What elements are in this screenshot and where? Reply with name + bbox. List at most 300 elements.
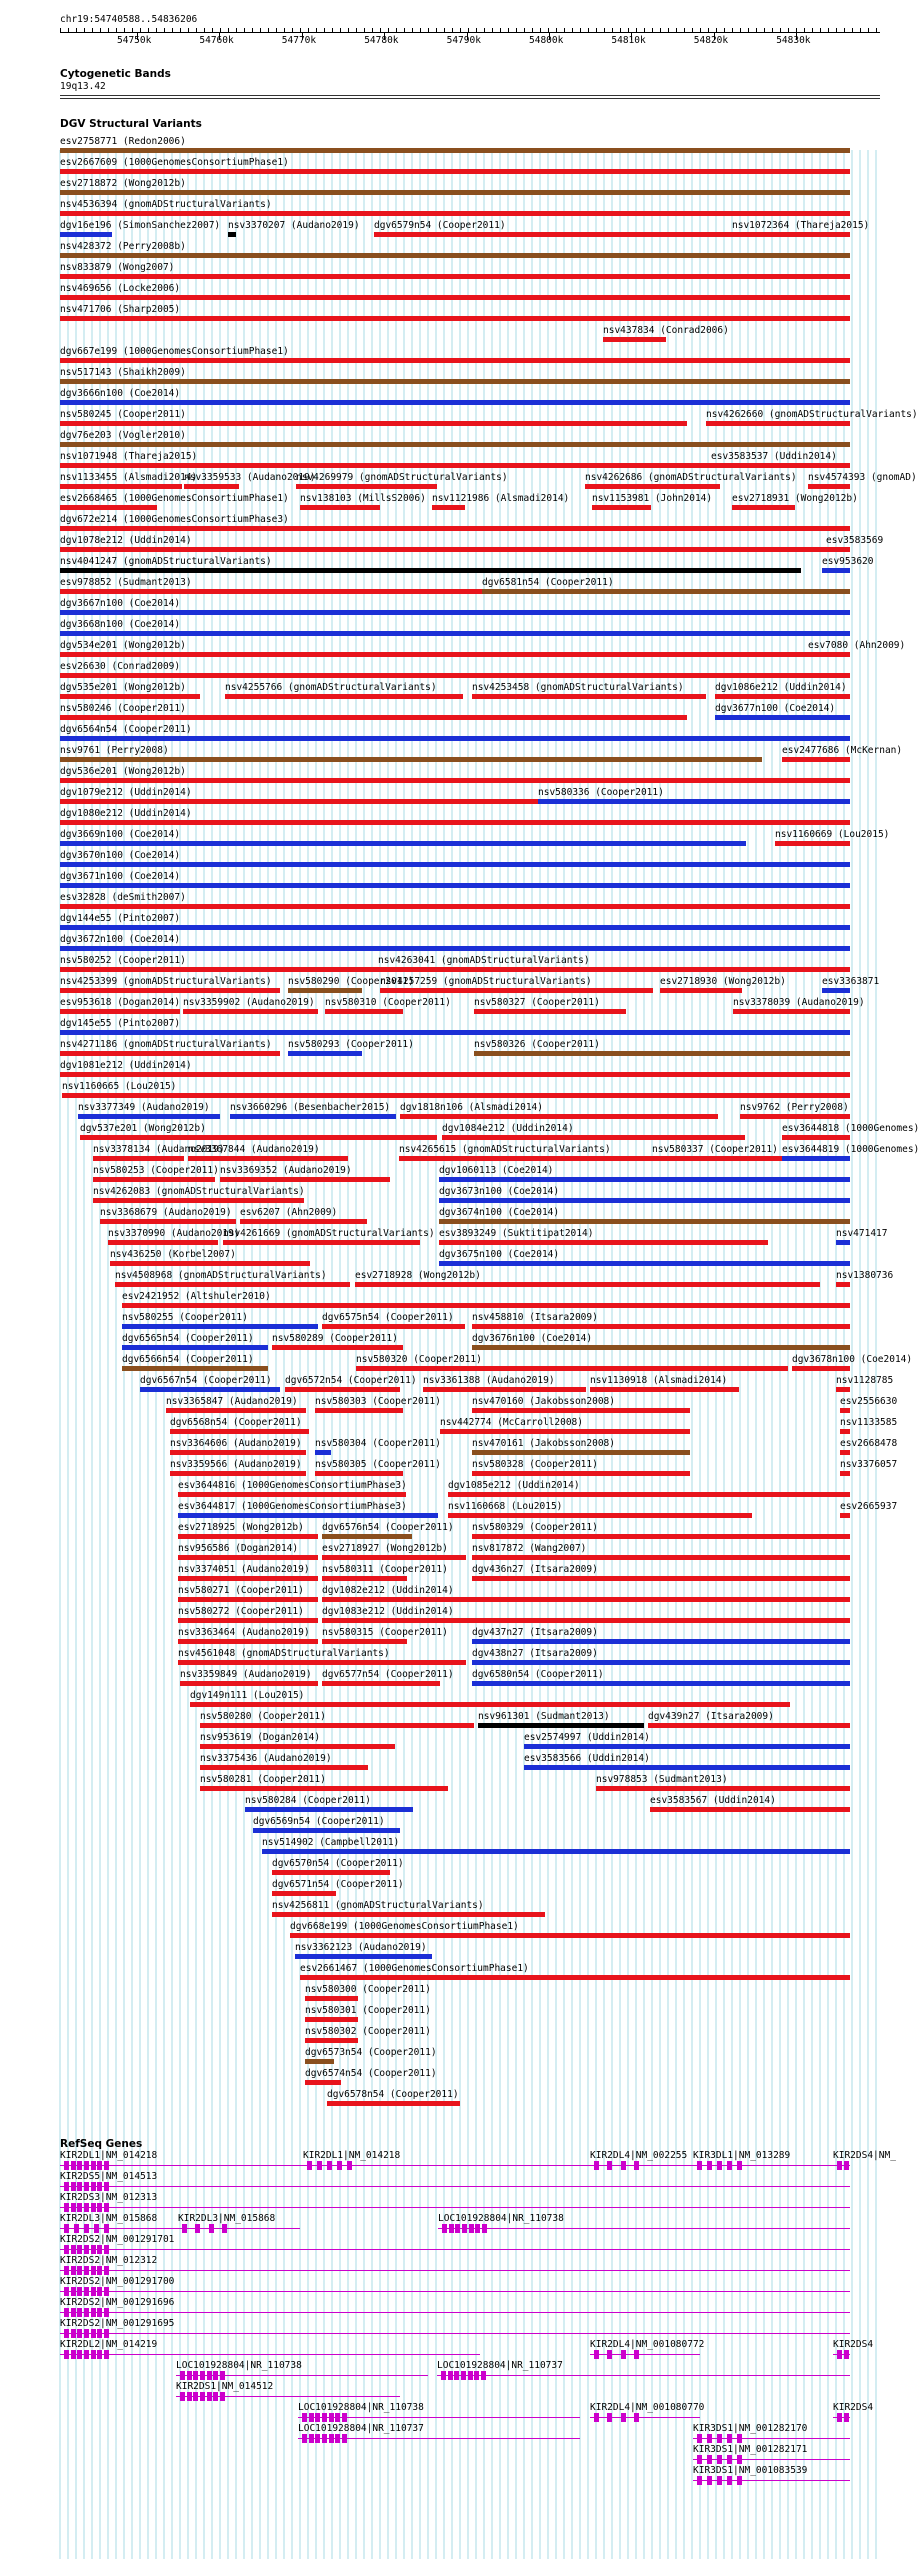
- variant-bar[interactable]: [590, 1387, 739, 1392]
- variant-bar[interactable]: [60, 379, 850, 384]
- variant-bar[interactable]: [60, 148, 850, 153]
- variant-bar[interactable]: [178, 1618, 318, 1623]
- variant-bar[interactable]: [60, 253, 850, 258]
- variant-bar[interactable]: [322, 1681, 440, 1686]
- variant-bar[interactable]: [262, 1849, 850, 1854]
- variant-bar[interactable]: [840, 1471, 850, 1476]
- variant-bar[interactable]: [60, 652, 850, 657]
- variant-bar[interactable]: [305, 2059, 334, 2064]
- gene-exon: [84, 2287, 89, 2296]
- variant-bar[interactable]: [60, 316, 850, 321]
- variant-bar[interactable]: [315, 1471, 403, 1476]
- variant-label: dgv6580n54 (Cooper2011): [472, 1669, 604, 1680]
- variant-label: nsv3362123 (Audano2019): [295, 1942, 427, 1953]
- variant-bar[interactable]: [325, 1009, 403, 1014]
- gene-label: LOC101928804|NR_110737: [298, 2423, 424, 2434]
- variant-bar[interactable]: [93, 1156, 184, 1161]
- variant-bar[interactable]: [178, 1513, 438, 1518]
- ruler-minor-tick: [852, 28, 853, 32]
- variant-bar[interactable]: [448, 1513, 752, 1518]
- ruler-minor-tick: [92, 28, 93, 32]
- variant-bar[interactable]: [472, 1639, 850, 1644]
- variant-bar[interactable]: [60, 295, 850, 300]
- variant-bar[interactable]: [592, 505, 651, 510]
- variant-label: dgv667e199 (1000GenomesConsortiumPhase1): [60, 346, 289, 357]
- variant-bar[interactable]: [472, 1471, 690, 1476]
- variant-bar[interactable]: [538, 799, 850, 804]
- variant-bar[interactable]: [648, 1723, 850, 1728]
- variant-bar[interactable]: [295, 1954, 432, 1959]
- variant-bar[interactable]: [178, 1639, 318, 1644]
- variant-bar[interactable]: [706, 421, 850, 426]
- variant-bar[interactable]: [60, 1072, 850, 1077]
- variant-bar[interactable]: [178, 1555, 318, 1560]
- ruler-minor-tick: [676, 28, 677, 32]
- gene-exon: [209, 2224, 214, 2233]
- variant-bar[interactable]: [472, 1450, 690, 1455]
- variant-bar[interactable]: [524, 1765, 850, 1770]
- variant-bar[interactable]: [322, 1639, 407, 1644]
- variant-bar[interactable]: [60, 232, 112, 237]
- variant-bar[interactable]: [472, 1660, 850, 1665]
- variant-bar[interactable]: [439, 1240, 768, 1245]
- ruler-minor-tick: [876, 28, 877, 32]
- variant-label: nsv3364606 (Audano2019): [170, 1438, 302, 1449]
- variant-bar[interactable]: [230, 1114, 396, 1119]
- variant-bar[interactable]: [732, 232, 850, 237]
- variant-bar[interactable]: [60, 169, 850, 174]
- variant-bar[interactable]: [378, 967, 850, 972]
- gene-exon: [71, 2203, 76, 2212]
- variant-label: nsv580245 (Cooper2011): [60, 409, 186, 420]
- variant-label: nsv1160669 (Lou2015): [775, 829, 890, 840]
- variant-bar[interactable]: [439, 1177, 850, 1182]
- gene-exon: [71, 2287, 76, 2296]
- variant-bar[interactable]: [660, 988, 742, 993]
- ruler-minor-tick: [284, 28, 285, 32]
- variant-bar[interactable]: [808, 652, 850, 657]
- variant-bar[interactable]: [180, 1681, 318, 1686]
- variant-bar[interactable]: [60, 1051, 280, 1056]
- variant-label: nsv4561048 (gnomADStructuralVariants): [178, 1648, 390, 1659]
- ruler-minor-tick: [588, 28, 589, 32]
- variant-bar[interactable]: [178, 1534, 318, 1539]
- variant-bar[interactable]: [322, 1534, 412, 1539]
- variant-bar[interactable]: [200, 1765, 368, 1770]
- variant-bar[interactable]: [178, 1576, 318, 1581]
- variant-bar[interactable]: [439, 1261, 850, 1266]
- gene-exon: [309, 2434, 314, 2443]
- variant-bar[interactable]: [322, 1576, 407, 1581]
- variant-label: nsv3363464 (Audano2019): [178, 1627, 310, 1638]
- variant-bar[interactable]: [322, 1324, 465, 1329]
- variant-bar[interactable]: [822, 988, 850, 993]
- gene-exon: [64, 2350, 69, 2359]
- variant-bar[interactable]: [840, 1513, 850, 1518]
- variant-bar[interactable]: [62, 1093, 850, 1098]
- ruler-minor-tick: [580, 28, 581, 32]
- variant-label: nsv4262083 (gnomADStructuralVariants): [93, 1186, 305, 1197]
- gene-exon: [200, 2371, 205, 2380]
- variant-bar[interactable]: [60, 736, 850, 741]
- variant-bar[interactable]: [740, 1114, 850, 1119]
- variant-bar[interactable]: [296, 484, 437, 489]
- variant-bar[interactable]: [355, 1282, 820, 1287]
- variant-bar[interactable]: [285, 1387, 400, 1392]
- variant-bar[interactable]: [380, 988, 653, 993]
- variant-bar[interactable]: [60, 694, 200, 699]
- variant-bar[interactable]: [840, 1429, 850, 1434]
- variant-bar[interactable]: [439, 1219, 850, 1224]
- gene-exon: [104, 2203, 109, 2212]
- variant-label: nsv1121986 (Alsmadi2014): [432, 493, 570, 504]
- gene-exon: [97, 2266, 102, 2275]
- gene-exon: [104, 2224, 109, 2233]
- variant-bar[interactable]: [122, 1324, 318, 1329]
- ruler-minor-tick: [756, 28, 757, 32]
- variant-bar[interactable]: [472, 1555, 850, 1560]
- variant-bar[interactable]: [60, 421, 687, 426]
- variant-label: esv3893249 (Suktitipat2014): [439, 1228, 594, 1239]
- ruler-minor-tick: [788, 28, 789, 32]
- variant-bar[interactable]: [327, 2101, 460, 2106]
- variant-bar[interactable]: [288, 1051, 362, 1056]
- ruler-line: [60, 32, 880, 33]
- variant-label: dgv672e214 (1000GenomesConsortiumPhase3): [60, 514, 289, 525]
- variant-bar[interactable]: [245, 1807, 413, 1812]
- gene-exon: [335, 2434, 340, 2443]
- variant-bar[interactable]: [60, 904, 850, 909]
- variant-bar[interactable]: [300, 505, 380, 510]
- variant-bar[interactable]: [439, 1198, 850, 1203]
- variant-label: dgv3670n100 (Coe2014): [60, 850, 181, 861]
- variant-label: dgv3675n100 (Coe2014): [439, 1249, 560, 1260]
- variant-bar[interactable]: [200, 1786, 448, 1791]
- variant-bar[interactable]: [440, 1429, 690, 1434]
- variant-bar[interactable]: [305, 2080, 341, 2085]
- variant-label: nsv1072364 (Thareja2015): [732, 220, 870, 231]
- gene-intron-line: [438, 2228, 850, 2229]
- variant-bar[interactable]: [122, 1303, 850, 1308]
- variant-bar[interactable]: [170, 1471, 306, 1476]
- gene-exon: [717, 2161, 722, 2170]
- variant-bar[interactable]: [836, 1282, 850, 1287]
- variant-bar[interactable]: [60, 505, 157, 510]
- ruler-minor-tick: [628, 28, 629, 32]
- variant-bar[interactable]: [305, 2038, 358, 2043]
- ruler-tick-label: 54760k: [199, 35, 234, 46]
- gene-exon: [182, 2224, 187, 2233]
- variant-bar[interactable]: [322, 1597, 850, 1602]
- variant-bar[interactable]: [122, 1366, 268, 1371]
- variant-bar[interactable]: [472, 1576, 850, 1581]
- variant-bar[interactable]: [315, 1408, 403, 1413]
- variant-bar[interactable]: [272, 1891, 336, 1896]
- variant-bar[interactable]: [474, 1051, 850, 1056]
- gene-label: KIR2DS2|NM_001291700: [60, 2276, 175, 2287]
- variant-bar[interactable]: [178, 1492, 406, 1497]
- variant-label: nsv580310 (Cooper2011): [325, 997, 451, 1008]
- ruler-minor-tick: [804, 28, 805, 32]
- variant-bar[interactable]: [374, 232, 738, 237]
- gene-exon: [727, 2434, 732, 2443]
- ruler-minor-tick: [716, 28, 717, 32]
- gene-exon: [84, 2203, 89, 2212]
- variant-bar[interactable]: [432, 505, 465, 510]
- variant-bar[interactable]: [225, 694, 463, 699]
- variant-bar[interactable]: [472, 1345, 850, 1350]
- variant-bar[interactable]: [60, 358, 850, 363]
- gene-exon: [64, 2161, 69, 2170]
- variant-bar[interactable]: [400, 1114, 718, 1119]
- variant-bar[interactable]: [288, 988, 362, 993]
- gene-exon: [737, 2161, 742, 2170]
- variant-bar[interactable]: [272, 1912, 545, 1917]
- variant-bar[interactable]: [836, 1240, 850, 1245]
- variant-bar[interactable]: [60, 988, 280, 993]
- variant-bar[interactable]: [60, 274, 850, 279]
- variant-bar[interactable]: [60, 757, 762, 762]
- variant-bar[interactable]: [272, 1345, 403, 1350]
- variant-label: nsv580328 (Cooper2011): [472, 1459, 598, 1470]
- variant-bar[interactable]: [60, 190, 850, 195]
- variant-label: nsv4041247 (gnomADStructuralVariants): [60, 556, 272, 567]
- variant-bar[interactable]: [170, 1429, 309, 1434]
- variant-bar[interactable]: [715, 694, 850, 699]
- variant-bar[interactable]: [115, 1282, 350, 1287]
- variant-bar[interactable]: [826, 547, 850, 552]
- variant-bar[interactable]: [122, 1345, 268, 1350]
- ruler-minor-tick: [84, 28, 85, 32]
- variant-bar[interactable]: [272, 1870, 390, 1875]
- variant-label: dgv1084e212 (Uddin2014): [442, 1123, 574, 1134]
- ruler-minor-tick: [188, 28, 189, 32]
- ruler-minor-tick: [604, 28, 605, 32]
- variant-bar[interactable]: [184, 484, 239, 489]
- variant-label: dgv6572n54 (Cooper2011): [285, 1375, 417, 1386]
- variant-bar[interactable]: [840, 1450, 850, 1455]
- variant-label: dgv1818n106 (Alsmadi2014): [400, 1102, 543, 1113]
- variant-label: dgv3667n100 (Coe2014): [60, 598, 181, 609]
- variant-label: dgv3666n100 (Coe2014): [60, 388, 181, 399]
- gene-exon: [77, 2245, 82, 2254]
- variant-bar[interactable]: [60, 610, 850, 615]
- gene-label: KIR2DL2|NM_014219: [60, 2339, 158, 2350]
- variant-bar[interactable]: [792, 1366, 850, 1371]
- variant-label: dgv534e201 (Wong2012b): [60, 640, 186, 651]
- variant-bar[interactable]: [775, 841, 850, 846]
- variant-bar[interactable]: [524, 1744, 850, 1749]
- ruler-minor-tick: [564, 28, 565, 32]
- variant-bar[interactable]: [472, 1681, 850, 1686]
- variant-bar[interactable]: [60, 484, 182, 489]
- variant-bar[interactable]: [60, 715, 687, 720]
- variant-bar[interactable]: [733, 1009, 850, 1014]
- gene-exon: [200, 2392, 205, 2401]
- gene-exon: [104, 2161, 109, 2170]
- gene-exon: [717, 2455, 722, 2464]
- variant-label: esv2667609 (1000GenomesConsortiumPhase1): [60, 157, 289, 168]
- variant-bar[interactable]: [305, 2017, 358, 2022]
- variant-label: nsv580253 (Cooper2011): [93, 1165, 219, 1176]
- variant-bar[interactable]: [840, 1408, 850, 1413]
- variant-bar[interactable]: [60, 631, 850, 636]
- variant-bar[interactable]: [200, 1744, 395, 1749]
- variant-bar[interactable]: [472, 1324, 850, 1329]
- variant-label: nsv4574393 (gnomAD): [808, 472, 917, 483]
- variant-label: nsv580281 (Cooper2011): [200, 1774, 326, 1785]
- variant-bar[interactable]: [78, 1114, 220, 1119]
- variant-bar[interactable]: [585, 484, 720, 489]
- variant-bar[interactable]: [60, 547, 850, 552]
- variant-bar[interactable]: [782, 757, 850, 762]
- variant-bar[interactable]: [60, 778, 850, 783]
- variant-bar[interactable]: [140, 1387, 280, 1392]
- variant-label: dgv3673n100 (Coe2014): [439, 1186, 560, 1197]
- variant-label: esv3363871: [822, 976, 880, 987]
- gene-label: KIR3DL1|NM_013289: [693, 2150, 791, 2161]
- variant-label: nsv3378039 (Audano2019): [733, 997, 865, 1008]
- ruler-minor-tick: [644, 28, 645, 32]
- gene-exon: [91, 2182, 96, 2191]
- variant-label: esv2477686 (McKernan): [782, 745, 903, 756]
- variant-bar[interactable]: [60, 1030, 850, 1035]
- variant-bar[interactable]: [240, 1219, 367, 1224]
- ruler-minor-tick: [612, 28, 613, 32]
- gene-exon: [64, 2266, 69, 2275]
- variant-bar[interactable]: [60, 400, 850, 405]
- variant-bar[interactable]: [93, 1177, 215, 1182]
- variant-bar[interactable]: [183, 1009, 318, 1014]
- gene-exon: [342, 2413, 347, 2422]
- variant-bar[interactable]: [290, 1933, 850, 1938]
- variant-bar[interactable]: [711, 463, 850, 468]
- variant-label: nsv3376057: [840, 1459, 898, 1470]
- variant-bar[interactable]: [60, 862, 850, 867]
- variant-bar[interactable]: [442, 1135, 745, 1140]
- variant-label: nsv517143 (Shaikh2009): [60, 367, 186, 378]
- variant-bar[interactable]: [322, 1618, 850, 1623]
- variant-label: esv2665937: [840, 1501, 898, 1512]
- variant-bar[interactable]: [596, 1786, 850, 1791]
- variant-bar[interactable]: [782, 1135, 850, 1140]
- variant-bar[interactable]: [652, 1156, 775, 1161]
- variant-label: dgv3677n100 (Coe2014): [715, 703, 836, 714]
- variant-bar[interactable]: [474, 1009, 626, 1014]
- variant-bar[interactable]: [60, 568, 801, 573]
- gene-intron-line: [60, 2270, 850, 2271]
- variant-bar[interactable]: [228, 232, 236, 237]
- variant-bar[interactable]: [60, 820, 850, 825]
- variant-bar[interactable]: [715, 715, 850, 720]
- variant-bar[interactable]: [178, 1660, 466, 1665]
- gene-exon: [187, 2371, 192, 2380]
- variant-bar[interactable]: [110, 1261, 310, 1266]
- variant-bar[interactable]: [60, 946, 850, 951]
- variant-bar[interactable]: [732, 505, 795, 510]
- variant-bar[interactable]: [100, 1219, 236, 1224]
- variant-bar[interactable]: [220, 1177, 390, 1182]
- variant-bar[interactable]: [188, 1156, 348, 1161]
- variant-label: dgv6565n54 (Cooper2011): [122, 1333, 254, 1344]
- ruler-tick-label: 54800k: [529, 35, 564, 46]
- variant-bar[interactable]: [200, 1723, 474, 1728]
- variant-bar[interactable]: [178, 1597, 318, 1602]
- variant-bar[interactable]: [223, 1240, 420, 1245]
- gene-exon: [180, 2371, 185, 2380]
- variant-bar[interactable]: [448, 1492, 850, 1497]
- variant-label: dgv6569n54 (Cooper2011): [253, 1816, 385, 1827]
- variant-bar[interactable]: [808, 484, 850, 489]
- variant-bar[interactable]: [190, 1702, 790, 1707]
- variant-label: nsv458810 (Itsara2009): [472, 1312, 598, 1323]
- variant-bar[interactable]: [60, 442, 850, 447]
- variant-bar[interactable]: [166, 1408, 306, 1413]
- ruler-tick-label: 54750k: [117, 35, 152, 46]
- variant-label: dgv6581n54 (Cooper2011): [482, 577, 614, 588]
- variant-label: dgv6577n54 (Cooper2011): [322, 1669, 454, 1680]
- variant-bar[interactable]: [60, 883, 850, 888]
- variant-label: dgv16e196 (SimonSanchez2007): [60, 220, 221, 231]
- variant-bar[interactable]: [60, 1009, 180, 1014]
- variant-bar[interactable]: [60, 526, 850, 531]
- variant-bar[interactable]: [482, 589, 850, 594]
- variant-bar[interactable]: [356, 1366, 788, 1371]
- variant-bar[interactable]: [60, 211, 850, 216]
- gene-exon: [837, 2350, 842, 2359]
- variant-bar[interactable]: [836, 1387, 850, 1392]
- variant-bar[interactable]: [60, 925, 850, 930]
- gene-exon: [327, 2161, 332, 2170]
- variant-bar[interactable]: [650, 1807, 850, 1812]
- variant-bar[interactable]: [315, 1450, 331, 1455]
- gene-exon: [180, 2392, 185, 2401]
- variant-bar[interactable]: [170, 1450, 306, 1455]
- variant-bar[interactable]: [603, 337, 666, 342]
- variant-bar[interactable]: [472, 694, 706, 699]
- variant-bar[interactable]: [253, 1828, 400, 1833]
- gene-label: KIR2DS2|NM_001291696: [60, 2297, 175, 2308]
- gene-exon: [97, 2287, 102, 2296]
- gene-exon: [207, 2392, 212, 2401]
- ruler-minor-tick: [836, 28, 837, 32]
- variant-bar[interactable]: [478, 1723, 644, 1728]
- variant-bar[interactable]: [60, 673, 850, 678]
- variant-label: nsv3359849 (Audano2019): [180, 1669, 312, 1680]
- variant-bar[interactable]: [305, 1996, 358, 2001]
- variant-bar[interactable]: [300, 1975, 850, 1980]
- variant-bar[interactable]: [472, 1408, 690, 1413]
- ruler-minor-tick: [740, 28, 741, 32]
- variant-label: nsv1160668 (Lou2015): [448, 1501, 563, 1512]
- variant-bar[interactable]: [782, 1156, 850, 1161]
- variant-label: nsv4271186 (gnomADStructuralVariants): [60, 1039, 272, 1050]
- variant-bar[interactable]: [822, 568, 850, 573]
- variant-bar[interactable]: [423, 1387, 586, 1392]
- variant-bar[interactable]: [93, 1198, 304, 1203]
- variant-bar[interactable]: [472, 1534, 850, 1539]
- variant-label: nsv580305 (Cooper2011): [315, 1459, 441, 1470]
- variant-bar[interactable]: [108, 1240, 218, 1245]
- variant-label: nsv3359566 (Audano2019): [170, 1459, 302, 1470]
- variant-bar[interactable]: [80, 1135, 437, 1140]
- gene-exon: [481, 2371, 486, 2380]
- gene-exon: [64, 2287, 69, 2296]
- gene-exon: [737, 2476, 742, 2485]
- variant-bar[interactable]: [60, 841, 746, 846]
- variant-bar[interactable]: [322, 1555, 466, 1560]
- variant-label: esv3583567 (Uddin2014): [650, 1795, 776, 1806]
